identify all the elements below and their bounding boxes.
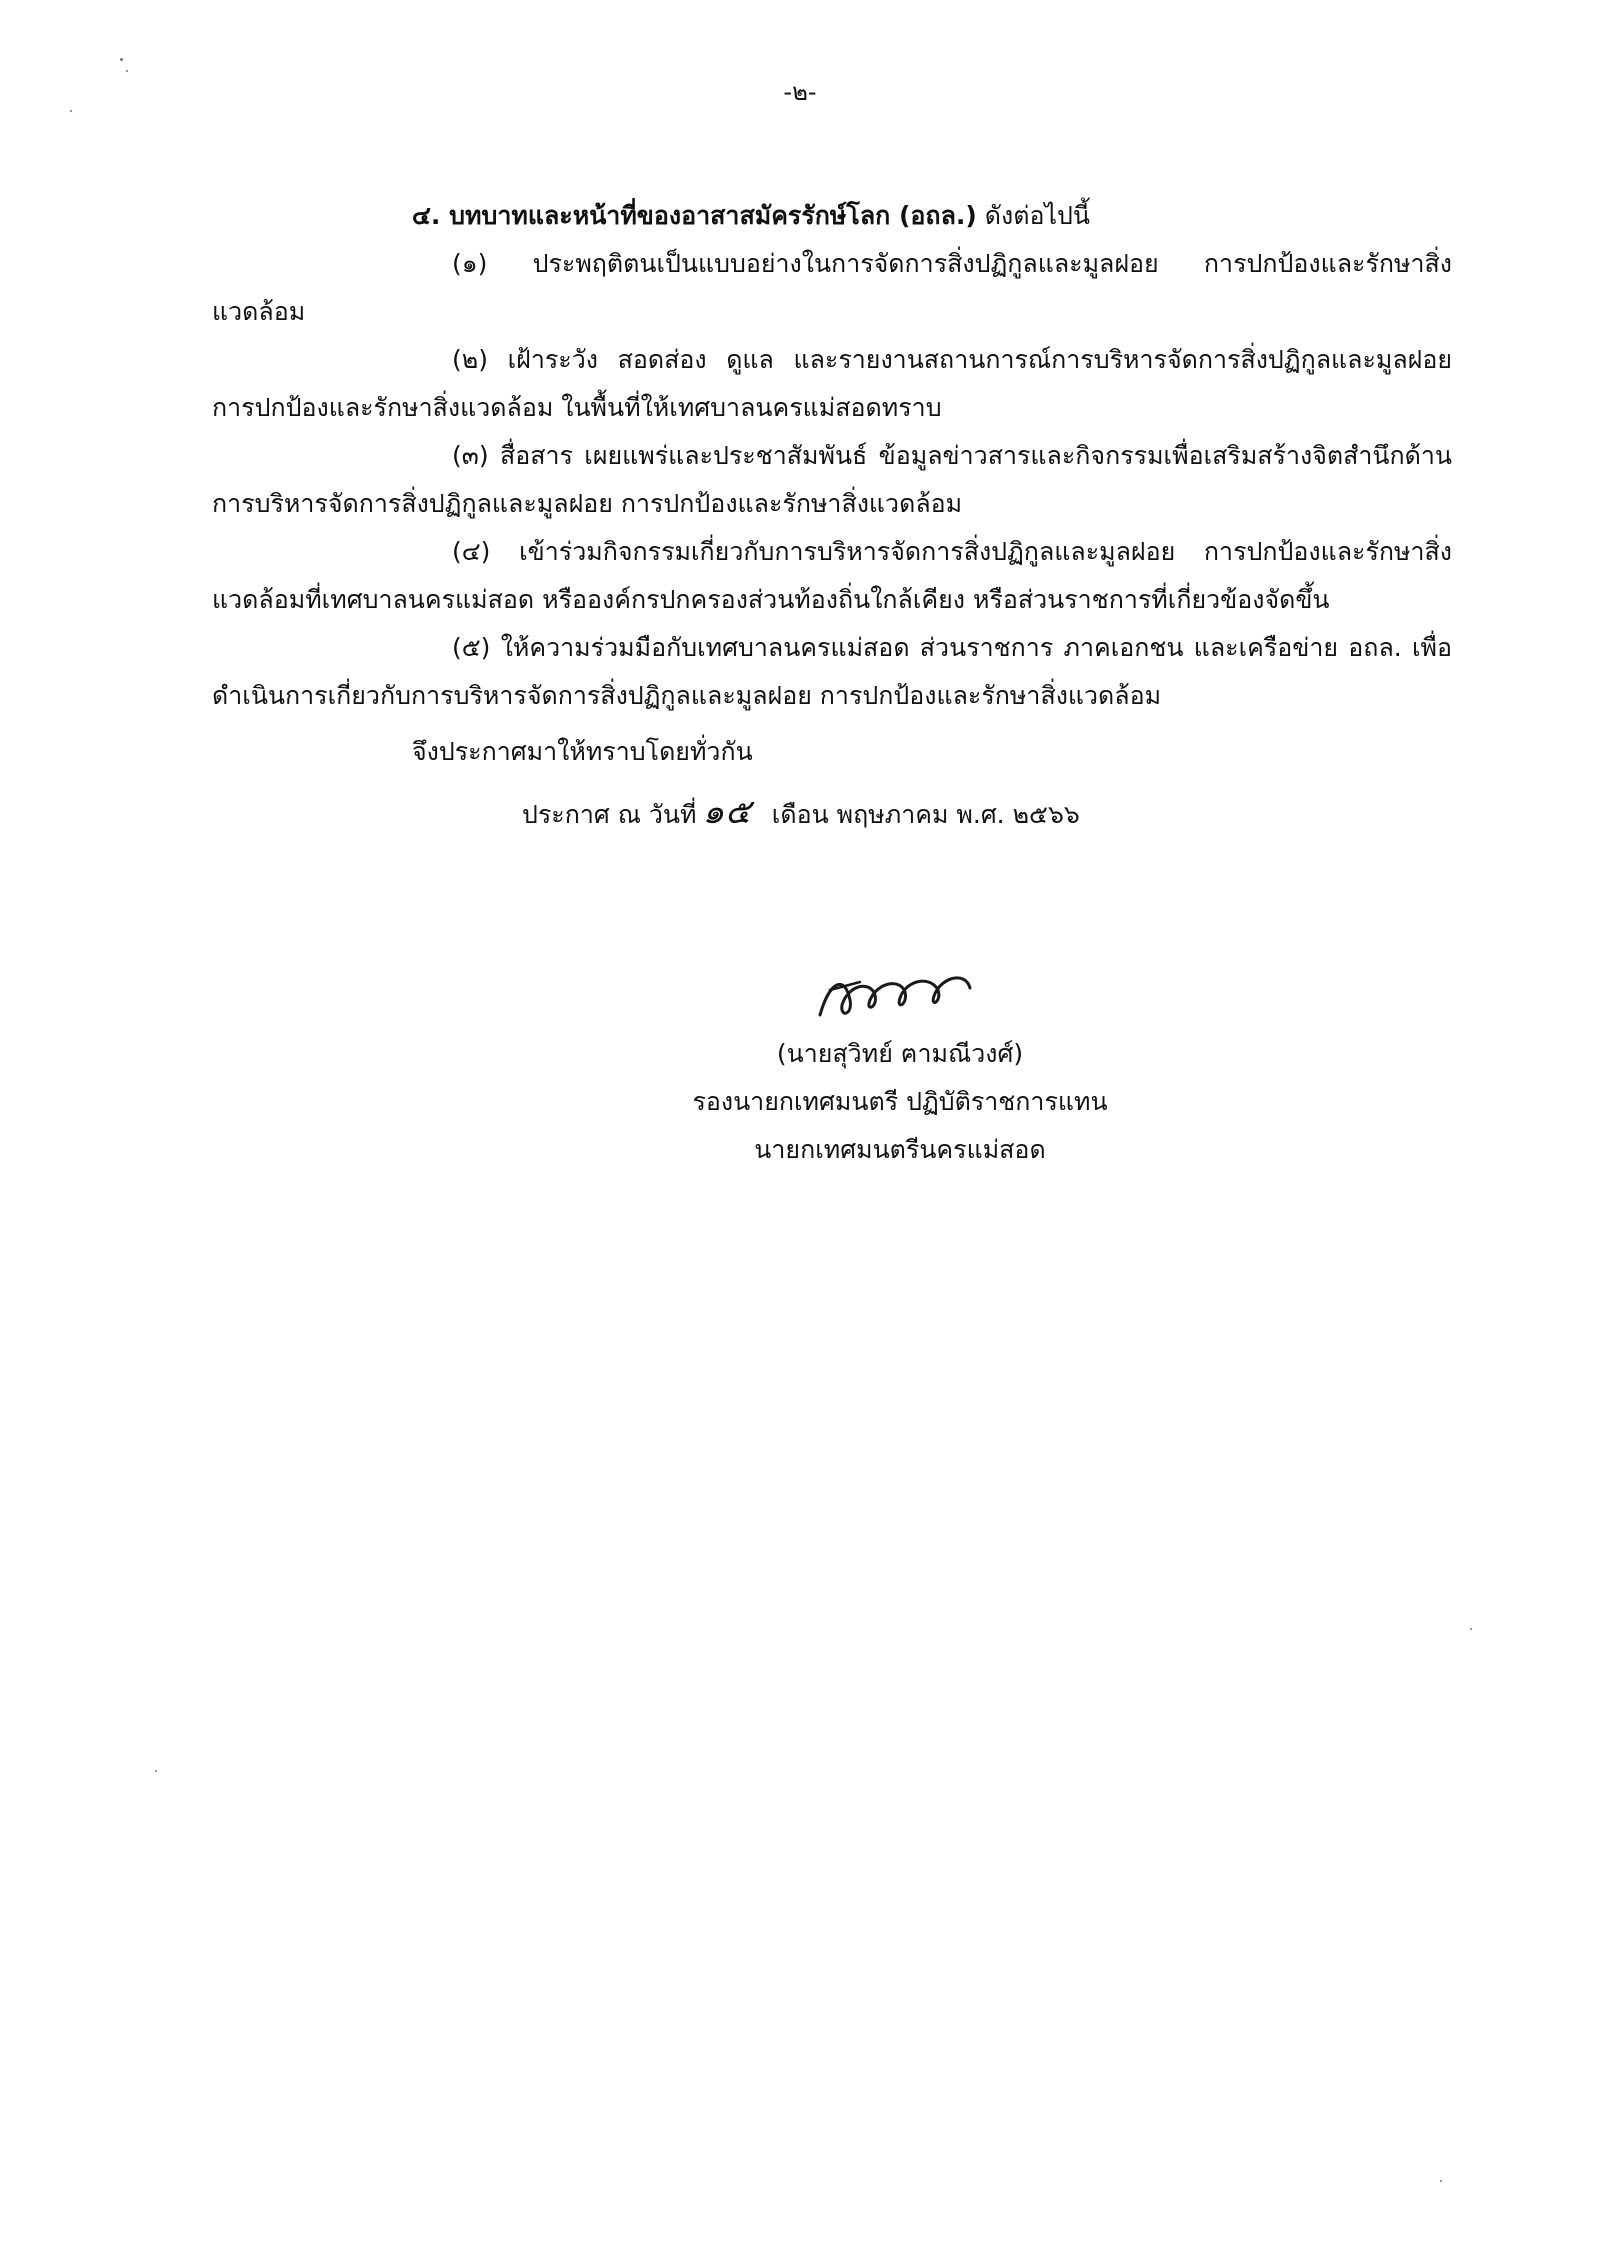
signatory-position: รองนายกเทศมนตรี ปฏิบัติราชการแทน bbox=[692, 1087, 1108, 1116]
duty-text: สื่อสาร เผยแพร่และประชาสัมพันธ์ ข้อมูลข่าวสารและกิจกรรมเพื่อเสริมสร้างจิตสำนึกด้านการบริหารจัดการสิ่งปฏิกูลและมูลฝอย การปกป้องและรักษาสิ่งแวดล้อม bbox=[212, 441, 1452, 518]
section-heading bbox=[412, 192, 1452, 240]
duty-text: ประพฤติตนเป็นแบบอย่างในการจัดการสิ่งปฏิกูลและมูลฝอย การปกป้องและรักษาสิ่งแวดล้อม bbox=[212, 249, 1452, 326]
duty-number: (๓) bbox=[452, 441, 489, 470]
duty-item-2 bbox=[212, 336, 1452, 432]
duty-text: เข้าร่วมกิจกรรมเกี่ยวกับการบริหารจัดการสิ่งปฏิกูลและมูลฝอย การปกป้องและรักษาสิ่งแวดล้อมที่เทศบาลนครแม่สอด หรือองค์กรปกครองส่วนท้องถิ่นใกล้เคียง หรือส่วนราชการที่เกี่ยวข้องจัดขึ้น bbox=[212, 537, 1453, 614]
document-body bbox=[212, 192, 1452, 839]
section-heading-bold: ๔. บทบาทและหน้าที่ของอาสาสมัครรักษ์โลก (อถล.) bbox=[412, 201, 977, 230]
section-heading-rest: ดังต่อไปนี้ bbox=[984, 201, 1090, 230]
date-prefix: ประกาศ ณ วันที่ bbox=[522, 800, 697, 829]
date-suffix: เดือน พฤษภาคม พ.ศ. ๒๕๖๖ bbox=[771, 800, 1080, 829]
signatory-office: นายกเทศมนตรีนครแม่สอด bbox=[754, 1135, 1046, 1164]
announcement-line: จึงประกาศมาให้ทราบโดยทั่วกัน bbox=[412, 737, 753, 766]
duty-text: เฝ้าระวัง สอดส่อง ดูแล และรายงานสถานการณ์การบริหารจัดการสิ่งปฏิกูลและมูลฝอย การปกป้องและรักษาสิ่งแวดล้อม ในพื้นที่ให้เทศบาลนครแม่สอดทราบ bbox=[212, 345, 1452, 422]
signatory-name: (นายสุวิทย์ ฅามณีวงศ์) bbox=[776, 1039, 1024, 1068]
duty-number: (๕) bbox=[452, 633, 491, 662]
duty-item-4 bbox=[212, 528, 1452, 624]
duty-number: (๑) bbox=[452, 249, 488, 278]
signature-block bbox=[640, 960, 1160, 1174]
announcement-date bbox=[522, 788, 1452, 839]
duty-item-3 bbox=[212, 432, 1452, 528]
duty-text: ให้ความร่วมมือกับเทศบาลนครแม่สอด ส่วนราชการ ภาคเอกชน และเครือข่าย อถล. เพื่อดำเนินการเกี่ยวกับการบริหารจัดการสิ่งปฏิกูลและมูลฝอย การปกป้องและรักษาสิ่งแวดล้อม bbox=[212, 633, 1452, 710]
duty-item-1 bbox=[212, 240, 1452, 336]
duty-item-5 bbox=[212, 624, 1452, 720]
duty-number: (๔) bbox=[452, 537, 491, 566]
handwritten-signature bbox=[800, 960, 1000, 1030]
duty-number: (๒) bbox=[452, 345, 488, 374]
date-day-handwritten: ๑๕ bbox=[702, 792, 752, 832]
page-number: -๒- bbox=[783, 78, 817, 106]
